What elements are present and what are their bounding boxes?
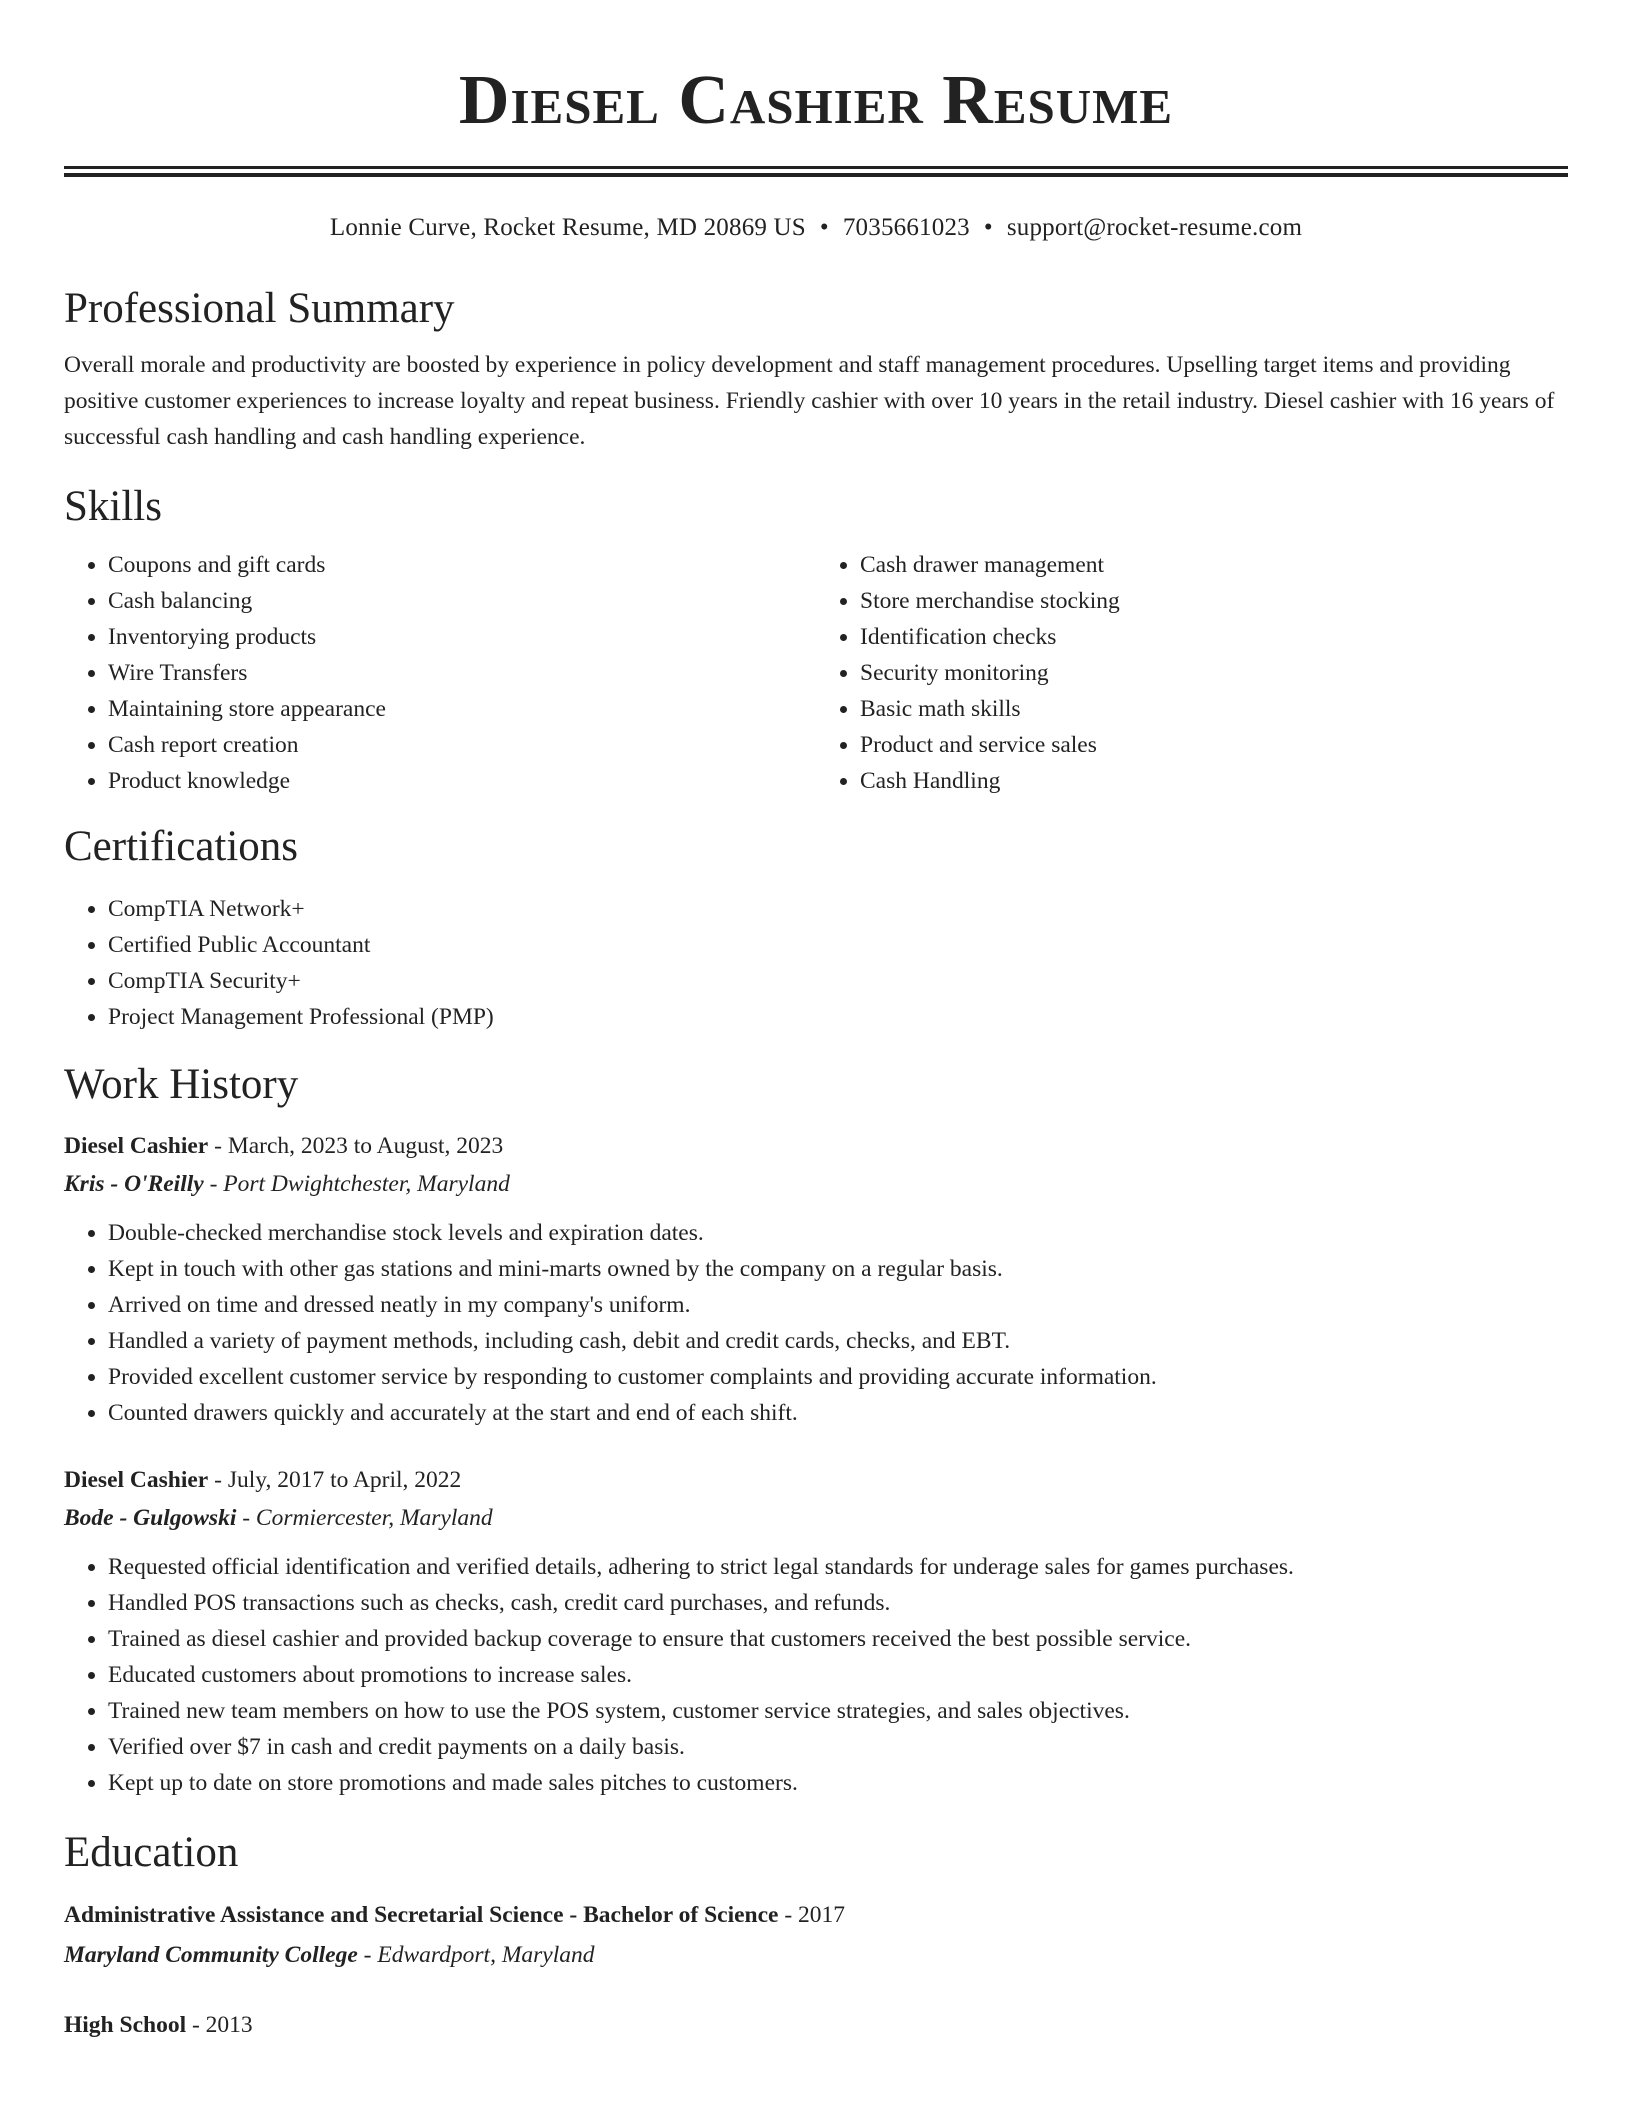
skill-item: • Inventorying products — [108, 619, 816, 655]
job-entry — [64, 1127, 1568, 1431]
education-school: Maryland Community College — [64, 1942, 358, 1968]
summary-heading: Professional Summary — [64, 285, 455, 332]
job-location: - Cormiercester, Maryland — [236, 1505, 493, 1531]
job-bullets — [64, 1215, 1568, 1431]
education-heading: Education — [64, 1829, 239, 1876]
education-high-school-year: - 2013 — [186, 2012, 253, 2038]
job-location: - Port Dwightchester, Maryland — [203, 1171, 510, 1197]
job-bullets — [64, 1549, 1568, 1801]
contact-phone: 7035661023 — [842, 214, 970, 241]
job-company: Bode - Gulgowski — [64, 1505, 237, 1531]
certifications-list — [64, 891, 1568, 1035]
job-bullet: • Handled a variety of payment methods, including cash, debit and credit cards, checks, and EBT. — [108, 1323, 1568, 1359]
skills-list-left — [64, 547, 816, 799]
skill-item: • Cash balancing — [108, 583, 816, 619]
skill-item: • Wire Transfers — [108, 655, 816, 691]
job-bullet: • Verified over $7 in cash and credit payments on a daily basis. — [108, 1729, 1568, 1765]
skill-item: • Product knowledge — [108, 763, 816, 799]
contact-separator: • — [819, 214, 829, 241]
job-bullet: • Handled POS transactions such as checks, cash, credit card purchases, and refunds. — [108, 1585, 1568, 1621]
education-school-line — [64, 1935, 1568, 1975]
job-title: Diesel Cashier — [64, 1467, 209, 1493]
education-high-school: High School — [64, 2012, 187, 2038]
job-bullet: • Arrived on time and dressed neatly in my company's uniform. — [108, 1287, 1568, 1323]
contact-line — [64, 211, 1568, 245]
job-dates: - July, 2017 to April, 2022 — [208, 1467, 462, 1493]
skill-item: • Product and service sales — [860, 727, 1568, 763]
certification-item: • Certified Public Accountant — [108, 927, 1568, 963]
certification-item: • CompTIA Security+ — [108, 963, 1568, 999]
job-bullet: • Double-checked merchandise stock levels and expiration dates. — [108, 1215, 1568, 1251]
skill-item: • Cash Handling — [860, 763, 1568, 799]
job-company-line — [64, 1499, 1568, 1537]
job-title-line — [64, 1127, 1568, 1165]
education-degree: Administrative Assistance and Secretarial Science - Bachelor of Science — [64, 1902, 779, 1928]
job-bullet: • Provided excellent customer service by responding to customer complaints and providing accurate information. — [108, 1359, 1568, 1395]
job-bullet: • Requested official identification and verified details, adhering to strict legal standards for underage sales for games purchases. — [108, 1549, 1568, 1585]
resume-title: Diesel Cashier Resume — [458, 62, 1174, 139]
job-bullet: • Trained as diesel cashier and provided backup coverage to ensure that customers received the best possible service. — [108, 1621, 1568, 1657]
job-entry — [64, 1461, 1568, 1801]
skill-item: • Cash report creation — [108, 727, 816, 763]
skill-item: • Basic math skills — [860, 691, 1568, 727]
job-company-line — [64, 1165, 1568, 1203]
job-bullet: • Educated customers about promotions to increase sales. — [108, 1657, 1568, 1693]
skill-item: • Identification checks — [860, 619, 1568, 655]
education-degree-line — [64, 1895, 1568, 1935]
job-title: Diesel Cashier — [64, 1133, 209, 1159]
job-dates: - March, 2023 to August, 2023 — [208, 1133, 504, 1159]
work-history-heading: Work History — [64, 1061, 299, 1108]
skills-heading: Skills — [64, 483, 162, 530]
skill-item: • Cash drawer management — [860, 547, 1568, 583]
skill-item: • Store merchandise stocking — [860, 583, 1568, 619]
education-location: - Edwardport, Maryland — [357, 1942, 595, 1968]
skill-item: • Security monitoring — [860, 655, 1568, 691]
skills-columns — [64, 547, 1568, 799]
education-year: - 2017 — [778, 1902, 846, 1928]
certification-item: • Project Management Professional (PMP) — [108, 999, 1568, 1035]
skill-item: • Coupons and gift cards — [108, 547, 816, 583]
education-high-school-line — [64, 2005, 1568, 2045]
certification-item: • CompTIA Network+ — [108, 891, 1568, 927]
certifications-heading: Certifications — [64, 823, 299, 870]
title-divider — [64, 166, 1568, 177]
contact-separator: • — [983, 214, 993, 241]
job-bullet: • Trained new team members on how to use the POS system, customer service strategies, and sales objectives. — [108, 1693, 1568, 1729]
summary-text: Overall morale and productivity are boosted by experience in policy development and staff management procedures. Upselling target items and providing positive customer experiences to increase loyalty and repeat business. Friendly cashier with over 10 years in the retail industry. Diesel cashier with 16 years of successful cash handling and cash handling experience. — [64, 352, 1555, 450]
contact-email: support@rocket-resume.com — [1006, 214, 1303, 241]
skill-item: • Maintaining store appearance — [108, 691, 816, 727]
job-bullet: • Kept in touch with other gas stations and mini-marts owned by the company on a regular basis. — [108, 1251, 1568, 1287]
job-company: Kris - O'Reilly — [64, 1171, 204, 1197]
skills-list-right — [816, 547, 1568, 799]
job-bullet: • Kept up to date on store promotions and made sales pitches to customers. — [108, 1765, 1568, 1801]
job-bullet: • Counted drawers quickly and accurately at the start and end of each shift. — [108, 1395, 1568, 1431]
contact-address: Lonnie Curve, Rocket Resume, MD 20869 US — [329, 214, 806, 241]
job-title-line — [64, 1461, 1568, 1499]
